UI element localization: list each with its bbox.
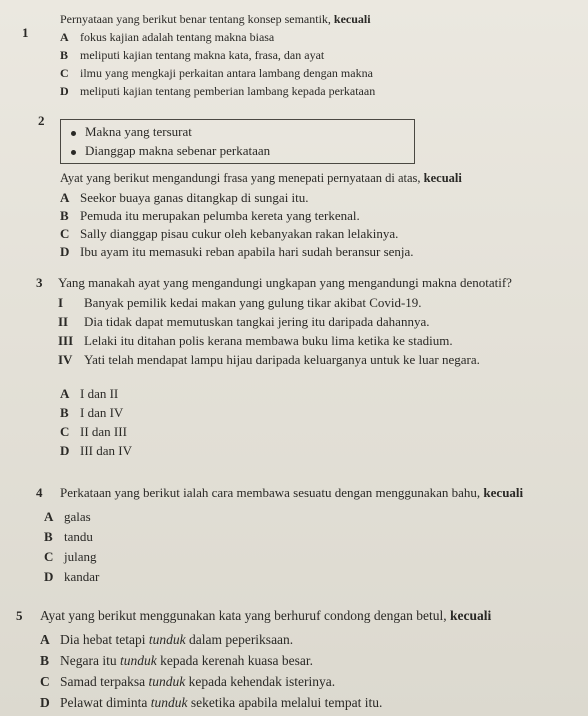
q4-option-c[interactable]: [44, 549, 97, 565]
q2-option-d-text: Ibu ayam itu memasuki reban apabila hari sudah beransur senja.: [80, 244, 414, 259]
q3-statement-i-text: Banyak pemilik kedai makan yang gulung tikar akibat Covid-19.: [84, 295, 422, 310]
q2-option-b-letter: B: [60, 208, 69, 223]
q3-option-d-text: III dan IV: [80, 443, 132, 458]
q5-option-c-letter: C: [40, 674, 50, 689]
q4-option-b-text: tandu: [64, 529, 93, 544]
q3-statement-iii-text: Lelaki itu ditahan polis kerana membawa buku lima ketika ke stadium.: [84, 333, 453, 348]
q3-option-a-text: I dan II: [80, 386, 119, 401]
q1-option-b-text: meliputi kajian tentang makna kata, frasa, dan ayat: [80, 48, 325, 62]
q1-option-a[interactable]: [60, 30, 274, 45]
q2-bullet-2-text: Dianggap makna sebenar perkataan: [85, 143, 271, 158]
q3-statement-ii-text: Dia tidak dapat memutuskan tangkai jering itu daripada dahannya.: [84, 314, 430, 329]
q3-stem: Yang manakah ayat yang mengandungi ungkapan yang mengandungi makna denotatif?: [58, 275, 512, 290]
q5-option-b-letter: B: [40, 653, 50, 668]
q1-option-a-text: fokus kajian adalah tentang makna biasa: [80, 30, 275, 44]
q5-stem-kecuali: kecuali: [450, 608, 492, 623]
q1-option-a-letter: A: [60, 30, 69, 44]
q1-option-b-letter: B: [60, 48, 69, 62]
q3-option-c-letter: C: [60, 424, 70, 439]
q5-option-c-italic-word: tunduk: [148, 674, 186, 689]
q3-option-a-letter: A: [60, 386, 70, 401]
q3-option-c[interactable]: [60, 424, 127, 440]
q2-stem: [60, 171, 462, 186]
q2-option-d[interactable]: [60, 244, 414, 260]
q3-option-b-text: I dan IV: [80, 405, 124, 420]
q4-stem-kecuali: kecuali: [483, 485, 524, 500]
q4-option-b-letter: B: [44, 529, 53, 544]
q2-number: 2: [38, 113, 45, 128]
q1-option-c-text: ilmu yang mengkaji perkaitan antara lambang dengan makna: [80, 66, 373, 80]
q2-stem-text: Ayat yang berikut mengandungi frasa yang menepati pernyataan di atas,: [60, 171, 424, 185]
q5-option-a-pre: Dia hebat tetapi: [60, 632, 149, 647]
q5-option-c[interactable]: [40, 674, 335, 690]
q2-option-b[interactable]: [60, 208, 360, 224]
q4-option-d[interactable]: [44, 569, 99, 585]
q5-option-d-pre: Pelawat diminta: [60, 695, 151, 710]
q4-number: 4: [36, 485, 43, 500]
q2-option-a-letter: A: [60, 190, 70, 205]
q5-number: 5: [16, 608, 23, 623]
q5-option-c-pre: Samad terpaksa: [60, 674, 149, 689]
q2-option-a[interactable]: [60, 190, 309, 206]
q3-statement-iv-text: Yati telah mendapat lampu hijau daripada keluarganya untuk ke luar negara.: [84, 352, 480, 367]
q2-option-c-text: Sally dianggap pisau cukur oleh kebanyakan rakan lelakinya.: [80, 226, 399, 241]
q2-option-a-text: Seekor buaya ganas ditangkap di sungai itu.: [80, 190, 309, 205]
q1-stem-kecuali: kecuali: [333, 12, 371, 26]
q3-option-b-letter: B: [60, 405, 69, 420]
q1-stem-text: Pernyataan yang berikut benar tentang konsep semantik,: [60, 12, 334, 26]
q5-option-b[interactable]: [40, 653, 313, 669]
q2-bullet-2: [71, 143, 270, 159]
q3-statement-ii: [58, 314, 429, 330]
q2-option-c[interactable]: [60, 226, 398, 242]
q5-option-a[interactable]: [40, 632, 293, 648]
q4-option-c-text: julang: [64, 549, 97, 564]
q3-statement-iii-roman: III: [58, 333, 74, 348]
q5-option-c-post: kepada kehendak isterinya.: [185, 674, 336, 689]
q3-option-d[interactable]: [60, 443, 132, 459]
q5-option-a-letter: A: [40, 632, 50, 647]
q3-option-b[interactable]: [60, 405, 123, 421]
q1-option-c-letter: C: [60, 66, 69, 80]
q1-number: 1: [22, 25, 29, 40]
q4-option-b[interactable]: [44, 529, 93, 545]
q2-option-c-letter: C: [60, 226, 70, 241]
q2-option-b-text: Pemuda itu merupakan pelumba kereta yang terkenal.: [80, 208, 360, 223]
q4-stem-text: Perkataan yang berikut ialah cara membawa sesuatu dengan menggunakan bahu,: [60, 485, 484, 500]
q4-option-a-text: galas: [64, 509, 91, 524]
q1-option-d[interactable]: [60, 84, 375, 99]
q2-bullet-1: [71, 124, 192, 140]
q4-stem: [60, 485, 523, 501]
q1-option-c[interactable]: [60, 66, 373, 81]
q1-option-d-text: meliputi kajian tentang pemberian lambang kepada perkataan: [80, 84, 376, 98]
q3-statement-i: [58, 295, 422, 311]
q5-option-d-post: seketika apabila melalui tempat itu.: [187, 695, 383, 710]
q5-option-a-italic-word: tunduk: [148, 632, 186, 647]
q5-option-d-letter: D: [40, 695, 50, 710]
q3-statement-ii-roman: II: [58, 314, 69, 329]
bullet-dot-icon: [71, 131, 76, 136]
q3-statement-i-roman: I: [58, 295, 64, 310]
q5-stem-text: Ayat yang berikut menggunakan kata yang berhuruf condong dengan betul,: [40, 608, 451, 623]
q3-option-c-text: II dan III: [80, 424, 127, 439]
bullet-dot-icon: [71, 150, 76, 155]
q5-option-b-post: kepada kerenah kuasa besar.: [156, 653, 314, 668]
q4-option-a[interactable]: [44, 509, 91, 525]
q5-option-b-italic-word: tunduk: [119, 653, 157, 668]
q3-statement-iv-roman: IV: [58, 352, 73, 367]
q4-option-a-letter: A: [44, 509, 54, 524]
q4-option-d-text: kandar: [64, 569, 100, 584]
q3-option-a[interactable]: [60, 386, 118, 402]
q3-option-d-letter: D: [60, 443, 70, 458]
q3-number: 3: [36, 275, 43, 290]
q5-option-d-italic-word: tunduk: [150, 695, 188, 710]
q1-option-d-letter: D: [60, 84, 69, 98]
q4-option-d-letter: D: [44, 569, 54, 584]
q1-stem: [60, 12, 371, 27]
q4-option-c-letter: C: [44, 549, 54, 564]
q2-stem-kecuali: kecuali: [423, 171, 462, 185]
q5-option-b-pre: Negara itu: [60, 653, 120, 668]
q5-stem: [40, 608, 491, 624]
q3-statement-iv: [58, 352, 480, 368]
q2-bullet-1-text: Makna yang tersurat: [85, 124, 192, 139]
q3-statement-iii: [58, 333, 453, 349]
q1-option-b[interactable]: [60, 48, 324, 63]
q2-option-d-letter: D: [60, 244, 70, 259]
q5-option-d[interactable]: [40, 695, 382, 711]
q5-option-a-post: dalam peperiksaan.: [185, 632, 294, 647]
